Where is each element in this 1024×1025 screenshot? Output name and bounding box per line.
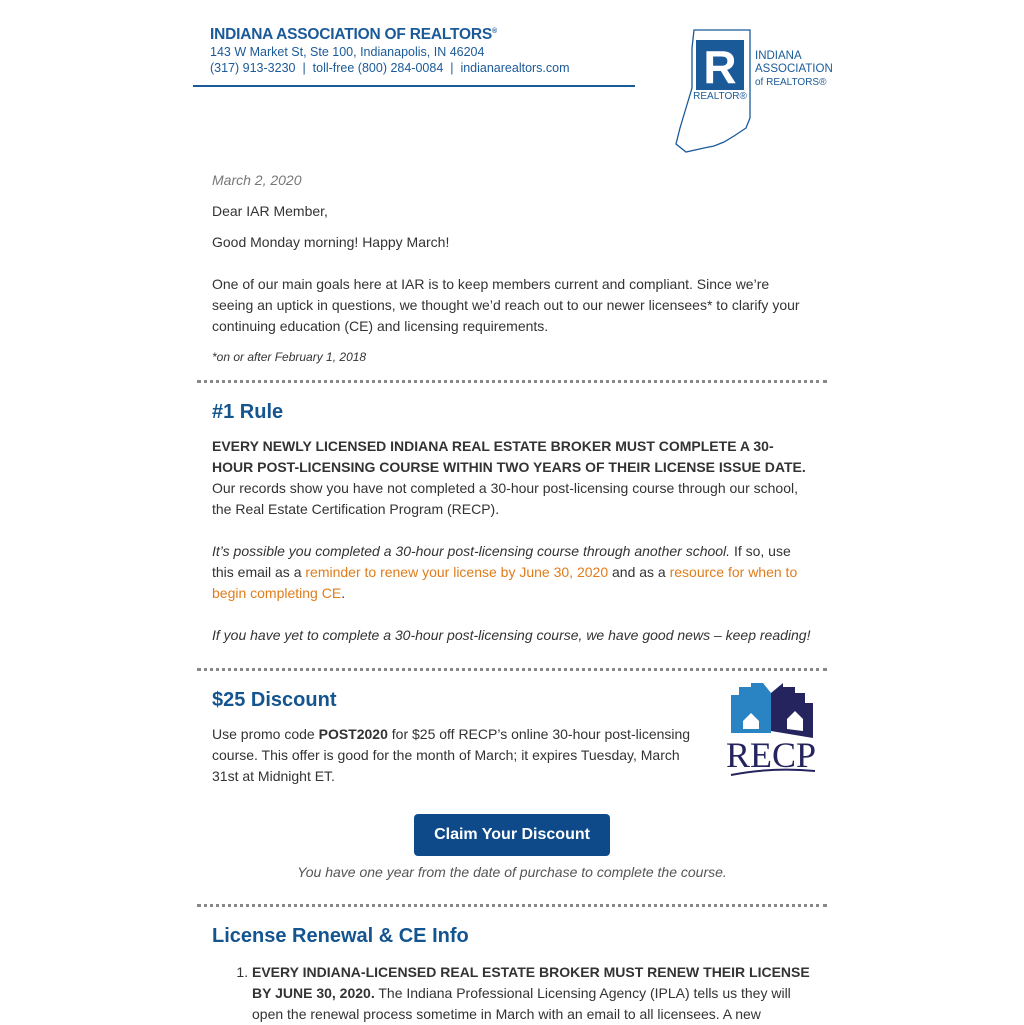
address: 143 W Market St, Ste 100, Indianapolis, IN 46204 <box>210 45 485 59</box>
rule-paragraph-3: If you have yet to complete a 30-hour post-licensing course, we have good news – keep reading! <box>212 627 811 643</box>
renewal-heading: License Renewal & CE Info <box>212 925 469 947</box>
intro-paragraph: One of our main goals here at IAR is to keep members current and compliant. Since we’re seeing an uptick in questions, we thought we’d reach out to our newer licensees* to clarify your continuing education (CE) and licensing requirements. <box>212 276 800 334</box>
svg-text:of REALTORS®: of REALTORS® <box>755 77 827 88</box>
svg-text:RECP: RECP <box>725 735 817 775</box>
list-item: 1. EVERY INDIANA-LICENSED REAL ESTATE BROKER MUST RENEW THEIR LICENSE BY JUNE 30, 2020. The Indiana Professional Licensing Agency (IPLA) tells us they will open the renewal process sometime in March with an email to all licensees. A new <box>252 962 812 1025</box>
rule-paragraph-2: It’s possible you completed a 30-hour post-licensing course through another school. If so, use this email as a reminder to renew your license by June 30, 2020 and as a resource for when to begin completing CE. <box>212 543 798 601</box>
letterhead <box>193 26 635 76</box>
renewal-list <box>212 962 812 1025</box>
email-body <box>197 170 827 1025</box>
svg-text:REALTOR®: REALTOR® <box>693 91 747 102</box>
date: March 2, 2020 <box>212 172 302 188</box>
svg-text:R: R <box>703 41 737 93</box>
iar-logo <box>674 28 834 154</box>
svg-text:INDIANA: INDIANA <box>755 50 802 62</box>
contact-line: (317) 913-3230 | toll-free (800) 284-0084 | indianarealtors.com <box>210 61 570 75</box>
renew-link[interactable]: reminder to renew your license by June 30, 2020 <box>305 564 609 580</box>
discount-note: You have one year from the date of purchase to complete the course. <box>297 864 727 880</box>
org-name: INDIANA ASSOCIATION OF REALTORS® <box>210 26 497 43</box>
discount-heading: $25 Discount <box>212 689 337 711</box>
svg-text:ASSOCIATION: ASSOCIATION <box>755 63 833 75</box>
rule-paragraph: EVERY NEWLY LICENSED INDIANA REAL ESTATE BROKER MUST COMPLETE A 30-HOUR POST-LICENSING COURSE WITHIN TWO YEARS OF THEIR LICENSE ISSUE DATE. Our records show you have not completed a 30-hour post-licensing course through our school, the Real Estate Certification Program (RECP). <box>212 438 806 517</box>
footnote: *on or after February 1, 2018 <box>212 350 367 364</box>
intro-line: Good Monday morning! Happy March! <box>212 234 450 250</box>
website-link[interactable]: indianarealtors.com <box>460 61 570 75</box>
discount-paragraph: Use promo code POST2020 for $25 off RECP’s online 30-hour post-licensing course. This offer is good for the month of March; it expires Tuesday, March 31st at Midnight ET. <box>212 726 691 784</box>
claim-discount-button[interactable]: Claim Your Discount <box>414 814 610 856</box>
ce-resource-link[interactable]: resource for when to begin completing CE <box>212 564 798 601</box>
header-rule <box>193 85 635 87</box>
greeting: Dear IAR Member, <box>212 203 328 219</box>
recp-logo <box>721 683 821 779</box>
rule-heading: #1 Rule <box>212 401 284 423</box>
